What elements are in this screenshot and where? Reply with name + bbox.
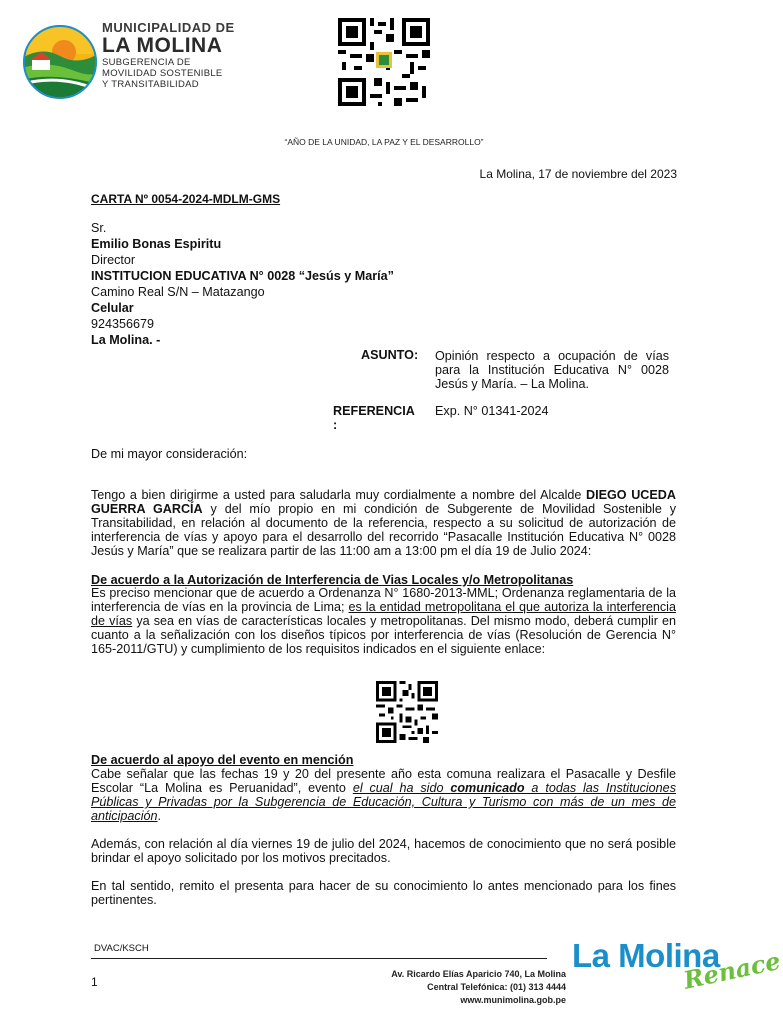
recipient-address: Camino Real S/N – Matazango [91, 285, 265, 299]
page-number: 1 [91, 975, 98, 989]
asunto-label: ASUNTO: [361, 348, 419, 362]
section1-paragraph [91, 586, 676, 656]
la-molina-emblem-icon [22, 24, 98, 100]
intro-text-2: y del mío propio en mi condición de Subgerente de Movilidad Sostenible y Transitabilidad, en relación al documento de la referencia, respecto a su solicitud de autorización de interferencia de vías y apoyo para el desarrollo del recorrido “Pasacalle Institución Educativa N° 0028 Jesús y María” que se realizara partir de las 11:00 am a 13:00 pm el día 19 de Julio 2024: [91, 502, 676, 558]
recipient-phone: 924356679 [91, 317, 155, 331]
footer-address-line-3: www.munimolina.gob.pe [460, 995, 566, 1005]
section2-title: De acuerdo al apoyo del evento en mención [91, 753, 354, 767]
footer-address-line-2: Central Telefónica: (01) 313 4444 [427, 982, 566, 992]
letter-date: La Molina, 17 de noviembre del 2023 [479, 167, 677, 181]
footer-divider [91, 958, 547, 959]
section2-bold-italic: comunicado [450, 781, 525, 795]
section1-text-2: ya sea en vías de características locales y metropolitanas. Del mismo modo, deberá cumplir en cuanto a la señalización con los diseños típicos por interferencia de vías (Resolución de Gerencia N° 165-2011/GTU) y cumplimiento de los requisitos indicados en el siguiente enlace: [91, 614, 677, 656]
footer-address [378, 968, 566, 1007]
logo-name: LA MOLINA [102, 34, 223, 57]
logo-sub-1: SUBGERENCIA DE [102, 57, 191, 68]
recipient-city: La Molina. - [91, 333, 161, 347]
section1-underlined: es la entidad metropolitana el que autoriza la interferencia de vías [91, 600, 676, 628]
asunto-value: Opinión respecto a ocupación de vías para la Institución Educativa N° 0028 Jesús y María. – La Molina. [435, 349, 669, 391]
section2-italic-2: a todas las Instituciones Públicas y Privadas por la Subgerencia de Educación, Cultura y Turismo con más de un mes de anticipación [91, 781, 676, 823]
logo-muni: MUNICIPALIDAD DE [102, 20, 235, 35]
referencia-label: REFERENCIA [333, 404, 415, 418]
greeting: De mi mayor consideración: [91, 447, 248, 461]
footer-address-line-1: Av. Ricardo Elías Aparicio 740, La Molina [391, 969, 566, 979]
recipient-name: Emilio Bonas Espiritu [91, 237, 222, 251]
section2-text-2: . [157, 809, 162, 823]
mayor-name: DIEGO UCEDA GUERRA GARCÍA [91, 488, 676, 516]
intro-paragraph [91, 488, 676, 558]
la-molina-renace-logo [572, 938, 782, 995]
salutation: Sr. [91, 221, 107, 235]
section2-paragraph [91, 767, 676, 823]
section1-text-1: Es preciso mencionar que de acuerdo a Ordenanza N° 1680-2013-MML; Ordenanza reglamentaria de la interferencia de vías en la provincia de Lima; [91, 586, 676, 614]
recipient-block [91, 220, 394, 348]
logo-sub-2: MOVILIDAD SOSTENIBLE [102, 68, 223, 79]
section2-text-1: Cabe señalar que las fechas 19 y 20 del presente año esta comuna realizara el Pasacalle y Desfile Escolar “La Molina es Peruanidad”, evento [91, 767, 676, 795]
municipality-logo [22, 20, 237, 105]
qr-code-icon [338, 18, 430, 106]
year-motto: “AÑO DE LA UNIDAD, LA PAZ Y EL DESARROLLO” [284, 137, 484, 147]
link-qr-code-icon [374, 681, 440, 743]
logo-text [102, 20, 235, 90]
brand-name: La Molina [572, 937, 720, 974]
paragraph-4: En tal sentido, remito el presenta para hacer de su conocimiento lo antes mencionado para los fines pertinentes. [91, 879, 676, 907]
section1-title: De acuerdo a la Autorización de Interferencia de Vias Locales y/o Metropolitanas [91, 573, 574, 587]
phone-label: Celular [91, 301, 134, 315]
paragraph-3: Además, con relación al día viernes 19 de julio del 2024, hacemos de conocimiento que no será posible brindar el apoyo solicitado por los motivos precitados. [91, 837, 676, 865]
letter-number: CARTA Nº 0054-2024-MDLM-GMS [91, 192, 281, 206]
intro-text-1: Tengo a bien dirigirme a usted para saludarla muy cordialmente a nombre del Alcalde [91, 488, 587, 502]
referencia-value: Exp. N° 01341-2024 [435, 404, 549, 418]
section2-italic-1: el cual ha sido [352, 781, 451, 795]
brand-sub: Renace [680, 945, 783, 995]
logo-sub-3: Y TRANSITABILIDAD [102, 79, 199, 90]
referencia-colon: : [333, 418, 338, 432]
recipient-institution: INSTITUCION EDUCATIVA N° 0028 “Jesús y María” [91, 269, 394, 283]
footer-code: DVAC/KSCH [94, 943, 149, 954]
recipient-role: Director [91, 253, 136, 267]
